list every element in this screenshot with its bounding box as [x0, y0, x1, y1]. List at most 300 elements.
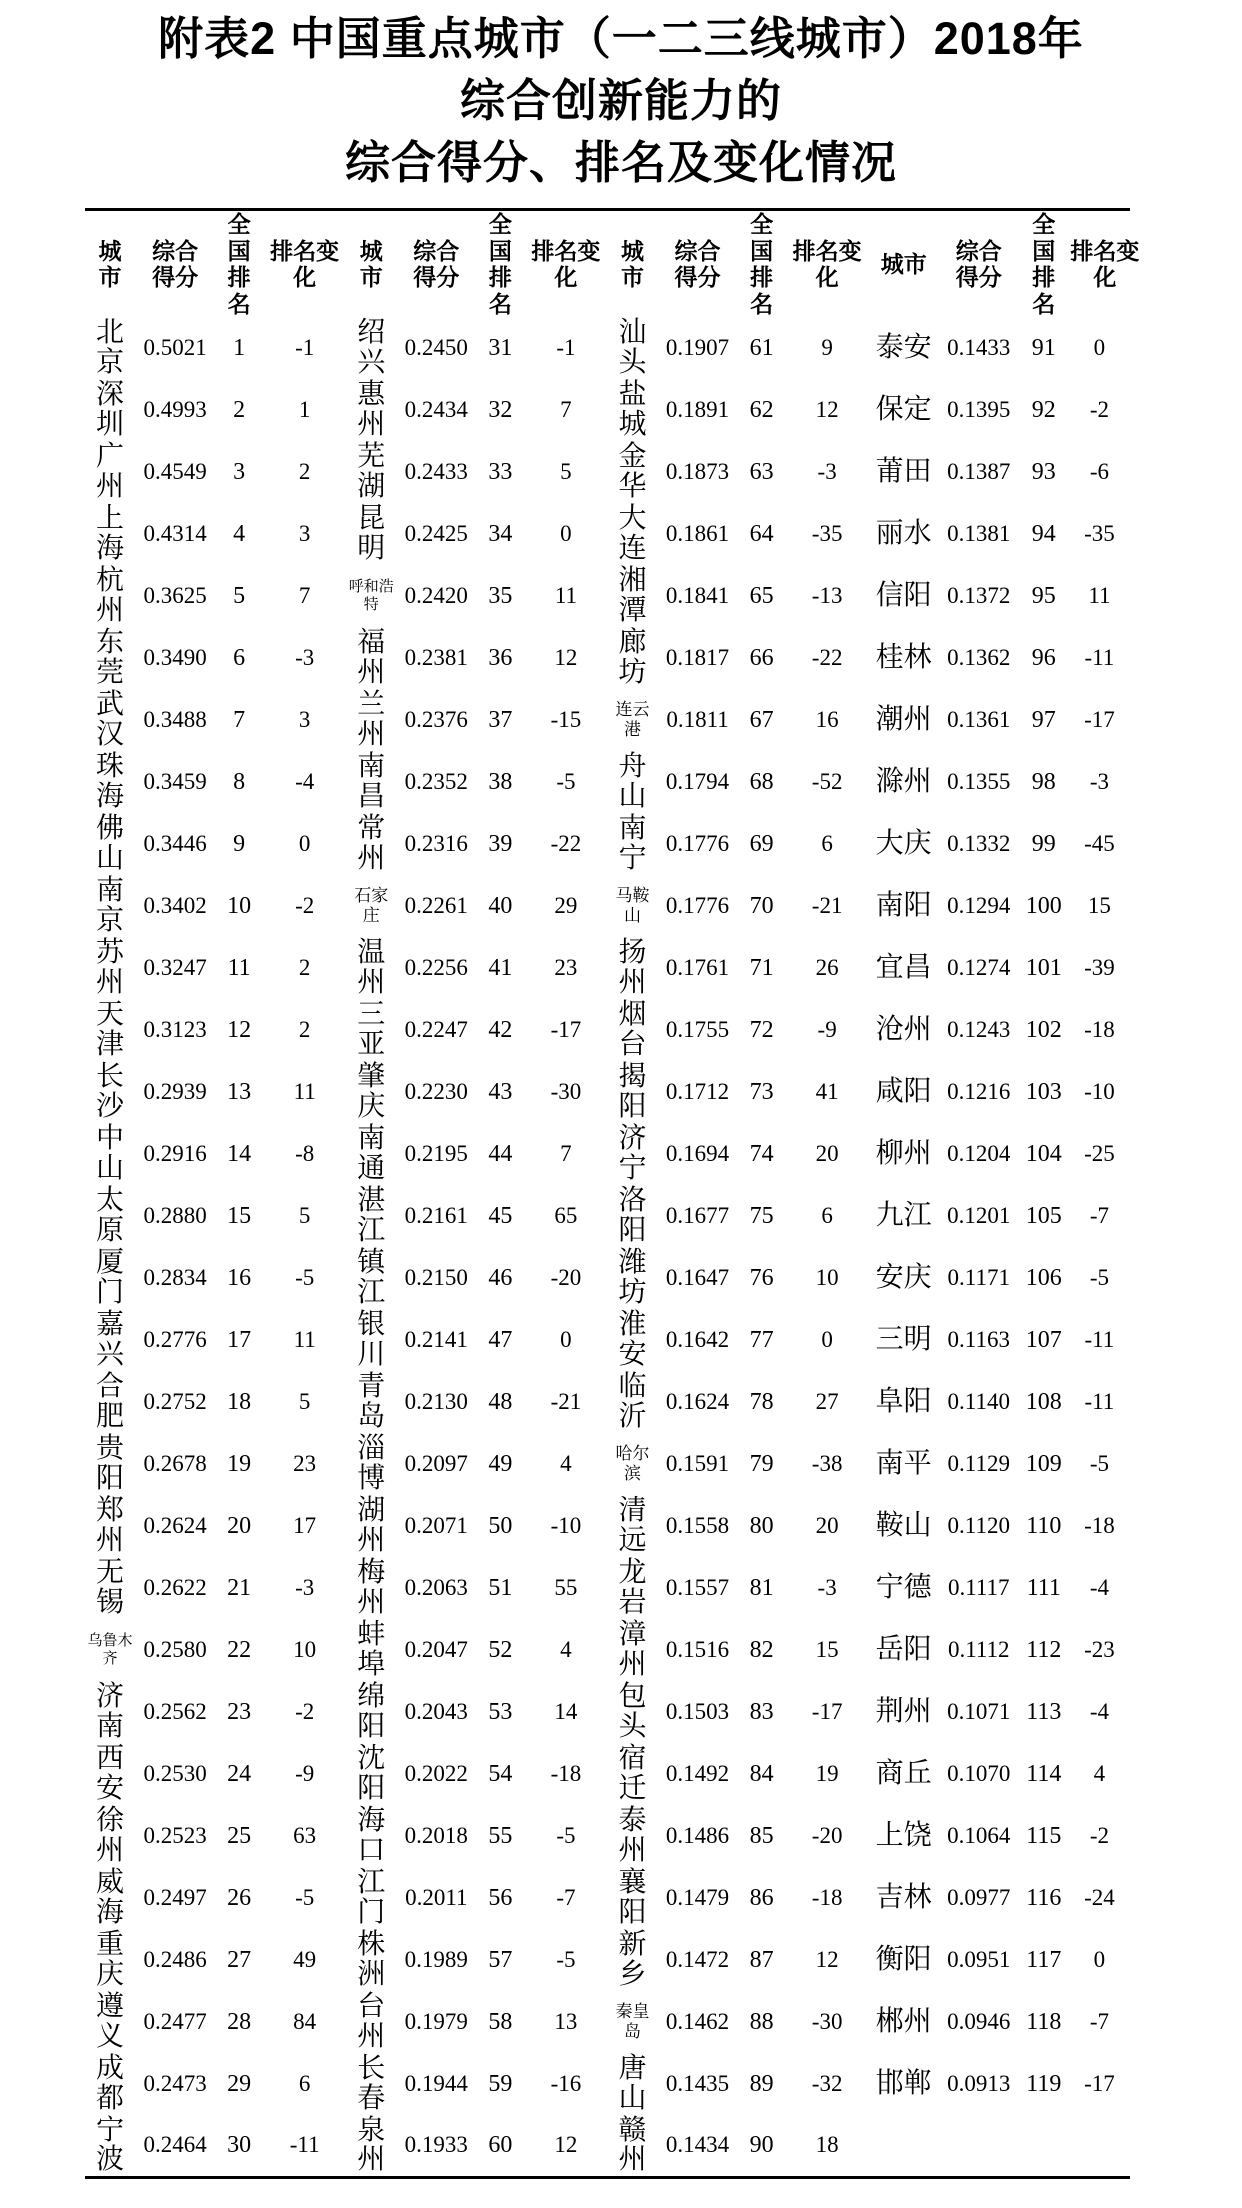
rank-cell: 80 — [749, 1512, 774, 1539]
change-cell: 26 — [815, 955, 839, 981]
city-cell: 镇江 — [357, 1247, 386, 1309]
rank-cell: 109 — [1025, 1450, 1062, 1477]
score-cell: 0.3459 — [143, 769, 207, 795]
rank-cell: 87 — [749, 1946, 774, 1973]
rank-cell: 6 — [233, 644, 246, 671]
score-cell: 0.2130 — [404, 1389, 468, 1415]
rank-cell: 45 — [488, 1202, 513, 1229]
rank-cell: 54 — [488, 1760, 513, 1787]
change-cell: -5 — [295, 1265, 315, 1291]
score-cell: 0.1201 — [947, 1203, 1011, 1229]
rank-cell: 4 — [233, 520, 246, 547]
score-cell: 0.1479 — [665, 1885, 730, 1911]
score-cell: 0.1274 — [947, 955, 1011, 981]
score-cell: 0.1907 — [665, 335, 730, 361]
score-cell: 0.2381 — [404, 645, 468, 671]
city-cell: 南京 — [96, 875, 125, 937]
change-cell: 0 — [560, 1327, 572, 1353]
change-cell: -11 — [1084, 645, 1115, 671]
score-cell: 0.2916 — [143, 1141, 207, 1167]
rank-cell: 24 — [227, 1760, 252, 1787]
rank-cell: 15 — [227, 1202, 252, 1229]
score-cell: 0.2497 — [143, 1885, 207, 1911]
score-cell: 0.1064 — [947, 1823, 1011, 1849]
score-cell: 0.3490 — [143, 645, 207, 671]
score-cell: 0.1381 — [947, 521, 1011, 547]
change-cell: -18 — [811, 1885, 843, 1911]
change-cell: 15 — [815, 1637, 839, 1663]
rank-cell: 86 — [749, 1884, 774, 1911]
rank-cell: 85 — [749, 1822, 774, 1849]
change-cell: 9 — [821, 335, 833, 361]
city-cell: 舟山 — [618, 751, 647, 813]
score-cell: 0.5021 — [143, 335, 207, 361]
city-cell: 邯郸 — [875, 2068, 932, 2100]
change-cell: 55 — [554, 1575, 578, 1601]
rank-cell: 44 — [488, 1140, 513, 1167]
rank-cell: 82 — [749, 1636, 774, 1663]
rank-cell: 42 — [488, 1016, 513, 1043]
rank-cell: 104 — [1025, 1140, 1062, 1167]
rank-cell: 52 — [488, 1636, 513, 1663]
change-cell: 0 — [1093, 335, 1106, 361]
rank-cell: 63 — [749, 458, 774, 485]
city-cell: 上海 — [96, 503, 125, 565]
change-cell: -4 — [1089, 1699, 1109, 1725]
city-cell: 莆田 — [875, 456, 932, 488]
score-cell: 0.1216 — [947, 1079, 1011, 1105]
score-cell: 0.1811 — [666, 707, 729, 733]
city-cell: 武汉 — [96, 689, 125, 751]
change-cell: -35 — [1084, 521, 1115, 547]
table-row — [85, 379, 1130, 441]
city-cell: 常州 — [357, 813, 386, 875]
rank-cell: 16 — [227, 1264, 252, 1291]
change-cell: 12 — [815, 397, 839, 423]
city-cell: 洛阳 — [618, 1185, 647, 1247]
rank-cell: 117 — [1026, 1946, 1062, 1973]
score-cell: 0.1372 — [947, 583, 1011, 609]
table-row — [85, 751, 1130, 813]
rank-cell: 48 — [488, 1388, 513, 1415]
rank-cell: 22 — [227, 1636, 252, 1663]
score-cell: 0.1462 — [665, 2009, 730, 2035]
rank-cell: 106 — [1025, 1264, 1062, 1291]
score-cell: 0.2316 — [404, 831, 468, 857]
change-cell: 4 — [560, 1637, 572, 1663]
city-cell: 安庆 — [875, 1262, 932, 1294]
score-cell: 0.1755 — [665, 1017, 730, 1043]
city-cell: 湘潭 — [618, 565, 647, 627]
change-cell: -20 — [550, 1265, 582, 1291]
score-cell: 0.1677 — [665, 1203, 730, 1229]
score-cell: 0.1979 — [404, 2009, 468, 2035]
rank-cell: 55 — [488, 1822, 513, 1849]
city-cell: 哈尔滨 — [615, 1444, 650, 1484]
rank-cell: 110 — [1026, 1512, 1062, 1539]
score-cell: 0.1120 — [947, 1513, 1010, 1539]
city-cell: 台州 — [357, 1991, 386, 2053]
score-cell: 0.2047 — [404, 1637, 468, 1663]
rank-cell: 34 — [488, 520, 513, 547]
change-cell: -5 — [556, 1947, 576, 1973]
city-cell: 绵阳 — [357, 1681, 386, 1743]
rank-cell: 84 — [749, 1760, 774, 1787]
change-cell: -17 — [550, 1017, 582, 1043]
change-cell: 7 — [560, 1141, 572, 1167]
rank-cell: 49 — [488, 1450, 513, 1477]
score-cell: 0.2486 — [143, 1947, 207, 1973]
city-cell: 岳阳 — [875, 1634, 932, 1666]
change-cell: 3 — [298, 521, 311, 547]
table-row — [85, 503, 1130, 565]
score-cell: 0.1071 — [947, 1699, 1011, 1725]
change-cell: 5 — [298, 1389, 311, 1415]
city-cell: 泰州 — [618, 1805, 647, 1867]
score-cell: 0.2834 — [143, 1265, 207, 1291]
rank-cell: 119 — [1026, 2070, 1062, 2097]
rank-cell: 21 — [227, 1574, 252, 1601]
city-cell: 商丘 — [875, 1758, 932, 1790]
change-cell: -25 — [1084, 1141, 1115, 1167]
score-cell: 0.2247 — [404, 1017, 468, 1043]
score-cell: 0.2063 — [404, 1575, 468, 1601]
city-cell: 石家庄 — [354, 886, 389, 926]
change-cell: 12 — [554, 2132, 578, 2158]
city-cell: 烟台 — [618, 999, 647, 1061]
city-cell: 长沙 — [96, 1061, 125, 1123]
rank-cell: 88 — [749, 2008, 774, 2035]
score-cell: 0.2261 — [404, 893, 468, 919]
table-row — [85, 2115, 1130, 2177]
change-cell: -21 — [811, 893, 843, 919]
change-cell: -9 — [817, 1017, 837, 1043]
score-cell: 0.0913 — [947, 2071, 1011, 2097]
city-cell: 长春 — [357, 2053, 386, 2115]
change-cell: 11 — [1088, 583, 1111, 609]
rank-cell: 70 — [749, 892, 774, 919]
rank-cell: 99 — [1031, 830, 1056, 857]
rank-cell: 66 — [749, 644, 774, 671]
city-cell: 衡阳 — [875, 1944, 932, 1976]
change-cell: -30 — [550, 1079, 582, 1105]
city-cell: 株洲 — [357, 1929, 386, 1991]
change-cell: -10 — [550, 1513, 582, 1539]
header-change: 排名变化 — [1070, 237, 1140, 291]
city-cell: 廊坊 — [618, 627, 647, 689]
table-row — [85, 875, 1130, 937]
rank-cell: 57 — [488, 1946, 513, 1973]
rank-cell: 12 — [227, 1016, 252, 1043]
city-cell: 泰安 — [875, 332, 932, 364]
city-cell: 盐城 — [618, 379, 647, 441]
change-cell: 4 — [1093, 1761, 1106, 1787]
city-cell: 珠海 — [96, 751, 125, 813]
change-cell: -39 — [1084, 955, 1115, 981]
change-cell: 20 — [815, 1141, 839, 1167]
city-cell — [869, 2115, 939, 2177]
city-cell: 徐州 — [96, 1805, 125, 1867]
change-cell: -30 — [811, 2009, 843, 2035]
table-body — [85, 317, 1130, 2177]
change-cell: 49 — [293, 1947, 317, 1973]
score-cell — [939, 2115, 1019, 2177]
score-cell: 0.1140 — [947, 1389, 1010, 1415]
city-cell: 大庆 — [875, 828, 932, 860]
city-cell: 咸阳 — [875, 1076, 932, 1108]
change-cell: -18 — [550, 1761, 582, 1787]
score-cell: 0.2464 — [143, 2132, 207, 2158]
city-cell: 广州 — [96, 441, 125, 503]
change-cell: 11 — [293, 1079, 316, 1105]
change-cell: -2 — [295, 893, 315, 919]
city-cell: 唐山 — [618, 2053, 647, 2115]
change-cell: 4 — [560, 1451, 572, 1477]
rank-cell: 30 — [227, 2131, 252, 2158]
rank-cell: 91 — [1031, 334, 1056, 361]
rank-cell: 18 — [227, 1388, 252, 1415]
city-cell: 北京 — [96, 317, 125, 379]
city-cell: 郑州 — [96, 1495, 125, 1557]
change-cell: -11 — [1084, 1389, 1115, 1415]
city-cell: 滁州 — [875, 766, 932, 798]
score-cell: 0.2011 — [405, 1885, 468, 1911]
table-row — [85, 1681, 1130, 1743]
city-cell: 威海 — [96, 1867, 125, 1929]
rank-cell: 29 — [227, 2070, 252, 2097]
rank-cell: 40 — [488, 892, 513, 919]
rank-cell: 5 — [233, 582, 246, 609]
score-cell: 0.1112 — [947, 1637, 1010, 1663]
table-row — [85, 1371, 1130, 1433]
change-cell: 17 — [293, 1513, 317, 1539]
score-cell: 0.1891 — [665, 397, 730, 423]
city-cell: 海口 — [357, 1805, 386, 1867]
rank-cell — [1019, 2115, 1069, 2177]
change-cell: -9 — [295, 1761, 315, 1787]
table-row — [85, 937, 1130, 999]
city-cell: 湖州 — [357, 1495, 386, 1557]
score-cell: 0.2523 — [143, 1823, 207, 1849]
score-cell: 0.2376 — [404, 707, 468, 733]
score-cell: 0.2622 — [143, 1575, 207, 1601]
rank-cell: 95 — [1031, 582, 1056, 609]
score-cell: 0.1243 — [947, 1017, 1011, 1043]
change-cell: -5 — [1089, 1265, 1109, 1291]
rank-cell: 108 — [1025, 1388, 1062, 1415]
rank-cell: 39 — [488, 830, 513, 857]
rank-cell: 62 — [749, 396, 774, 423]
table-row — [85, 1743, 1130, 1805]
change-cell: -17 — [1084, 2071, 1115, 2097]
city-cell: 兰州 — [357, 689, 386, 751]
rank-cell: 107 — [1025, 1326, 1062, 1353]
table-row — [85, 441, 1130, 503]
score-cell: 0.1435 — [665, 2071, 730, 2097]
change-cell: -7 — [1089, 1203, 1109, 1229]
city-cell: 贵阳 — [96, 1433, 125, 1495]
rank-cell: 8 — [233, 768, 246, 795]
city-cell: 佛山 — [96, 813, 125, 875]
score-cell: 0.4993 — [143, 397, 207, 423]
rank-cell: 50 — [488, 1512, 513, 1539]
change-cell: 20 — [815, 1513, 839, 1539]
score-cell: 0.1434 — [665, 2132, 730, 2158]
rank-cell: 103 — [1025, 1078, 1062, 1105]
rank-cell: 67 — [749, 706, 774, 733]
score-cell: 0.1472 — [665, 1947, 730, 1973]
score-cell: 0.2752 — [143, 1389, 207, 1415]
change-cell: -5 — [295, 1885, 315, 1911]
rank-cell: 7 — [233, 706, 246, 733]
header-rank: 全国排名 — [750, 211, 774, 317]
score-cell: 0.2425 — [404, 521, 468, 547]
score-cell: 0.1492 — [665, 1761, 730, 1787]
rank-cell: 68 — [749, 768, 774, 795]
city-cell: 淄博 — [357, 1433, 386, 1495]
change-cell: 19 — [815, 1761, 839, 1787]
change-cell — [1069, 2115, 1130, 2177]
rank-cell: 98 — [1031, 768, 1056, 795]
rank-cell: 61 — [749, 334, 774, 361]
city-cell: 中山 — [96, 1123, 125, 1185]
city-cell: 宁德 — [875, 1572, 932, 1604]
city-cell: 包头 — [618, 1681, 647, 1743]
score-cell: 0.2230 — [404, 1079, 468, 1105]
rank-cell: 37 — [488, 706, 513, 733]
change-cell: -18 — [1084, 1513, 1115, 1539]
change-cell: -52 — [811, 769, 843, 795]
rank-cell: 43 — [488, 1078, 513, 1105]
table-row — [85, 2053, 1130, 2115]
page-title — [0, 0, 1242, 194]
city-cell: 丽水 — [875, 518, 932, 550]
header-change: 排名变化 — [270, 237, 340, 291]
rank-cell: 33 — [488, 458, 513, 485]
score-cell: 0.4314 — [143, 521, 207, 547]
score-cell: 0.1070 — [947, 1761, 1011, 1787]
rank-cell: 77 — [749, 1326, 774, 1353]
header-city: 城市 — [98, 237, 122, 291]
rank-cell: 19 — [227, 1450, 252, 1477]
change-cell: -23 — [1084, 1637, 1115, 1663]
rank-cell: 76 — [749, 1264, 774, 1291]
score-cell: 0.1642 — [665, 1327, 730, 1353]
table-row — [85, 565, 1130, 627]
header-change: 排名变化 — [531, 237, 601, 291]
change-cell: -22 — [811, 645, 843, 671]
score-cell: 0.2043 — [404, 1699, 468, 1725]
score-cell: 0.3123 — [143, 1017, 207, 1043]
score-cell: 0.1694 — [665, 1141, 730, 1167]
score-cell: 0.3625 — [143, 583, 207, 609]
rank-cell: 115 — [1026, 1822, 1062, 1849]
city-cell: 绍兴 — [357, 317, 386, 379]
score-cell: 0.0946 — [947, 2009, 1011, 2035]
header-score: 综合得分 — [413, 237, 460, 291]
change-cell: 63 — [293, 1823, 317, 1849]
change-cell: 1 — [298, 397, 311, 423]
rank-cell: 69 — [749, 830, 774, 857]
score-cell: 0.2195 — [404, 1141, 468, 1167]
score-cell: 0.2018 — [404, 1823, 468, 1849]
score-cell: 0.2450 — [404, 335, 468, 361]
score-cell: 0.1433 — [947, 335, 1011, 361]
score-cell: 0.1944 — [404, 2071, 468, 2097]
city-cell: 三亚 — [357, 999, 386, 1061]
score-cell: 0.2150 — [404, 1265, 468, 1291]
score-cell: 0.3488 — [143, 707, 207, 733]
change-cell: -32 — [811, 2071, 843, 2097]
city-cell: 九江 — [875, 1200, 932, 1232]
change-cell: -21 — [550, 1389, 582, 1415]
rank-cell: 89 — [749, 2070, 774, 2097]
change-cell: 41 — [815, 1079, 839, 1105]
rank-cell: 111 — [1026, 1574, 1061, 1601]
change-cell: 23 — [293, 1451, 317, 1477]
city-cell: 梅州 — [357, 1557, 386, 1619]
city-cell: 柳州 — [875, 1138, 932, 1170]
table-row — [85, 627, 1130, 689]
score-cell: 0.2477 — [143, 2009, 207, 2035]
change-cell: -3 — [295, 645, 315, 671]
city-cell: 金华 — [618, 441, 647, 503]
city-cell: 湛江 — [357, 1185, 386, 1247]
change-cell: -3 — [1089, 769, 1109, 795]
score-cell: 0.0977 — [947, 1885, 1011, 1911]
rank-cell: 100 — [1025, 892, 1062, 919]
header-city: 城市 — [359, 237, 383, 291]
table-row — [85, 1867, 1130, 1929]
header-score: 综合得分 — [674, 237, 721, 291]
rank-cell: 36 — [488, 644, 513, 671]
change-cell: -20 — [811, 1823, 843, 1849]
city-cell: 芜湖 — [357, 441, 386, 503]
city-cell: 阜阳 — [875, 1386, 932, 1418]
change-cell: 27 — [815, 1389, 839, 1415]
rank-cell: 97 — [1031, 706, 1056, 733]
rank-cell: 3 — [233, 458, 246, 485]
score-cell: 0.1712 — [665, 1079, 730, 1105]
change-cell: -17 — [811, 1699, 843, 1725]
score-cell: 0.2141 — [404, 1327, 468, 1353]
score-cell: 0.1332 — [947, 831, 1011, 857]
city-cell: 宁波 — [96, 2114, 125, 2176]
city-cell: 桂林 — [875, 642, 932, 674]
score-cell: 0.1486 — [665, 1823, 730, 1849]
change-cell: -35 — [811, 521, 843, 547]
city-cell: 荆州 — [875, 1696, 932, 1728]
table-row — [85, 813, 1130, 875]
city-cell: 临沂 — [618, 1371, 647, 1433]
city-cell: 厦门 — [96, 1247, 125, 1309]
table-row — [85, 1929, 1130, 1991]
city-cell: 福州 — [357, 627, 386, 689]
table-header-row — [85, 210, 1140, 317]
rank-cell: 75 — [749, 1202, 774, 1229]
rank-cell: 79 — [749, 1450, 774, 1477]
city-cell: 呼和浩特 — [348, 579, 394, 614]
change-cell: -7 — [556, 1885, 576, 1911]
change-cell: -5 — [556, 1823, 576, 1849]
city-cell: 宜昌 — [875, 952, 932, 984]
city-cell: 沈阳 — [357, 1743, 386, 1805]
score-cell: 0.1516 — [665, 1637, 730, 1663]
score-cell: 0.2434 — [404, 397, 468, 423]
change-cell: 0 — [560, 521, 572, 547]
rank-cell: 96 — [1031, 644, 1056, 671]
title-line-3: 综合得分、排名及变化情况 — [344, 137, 897, 189]
